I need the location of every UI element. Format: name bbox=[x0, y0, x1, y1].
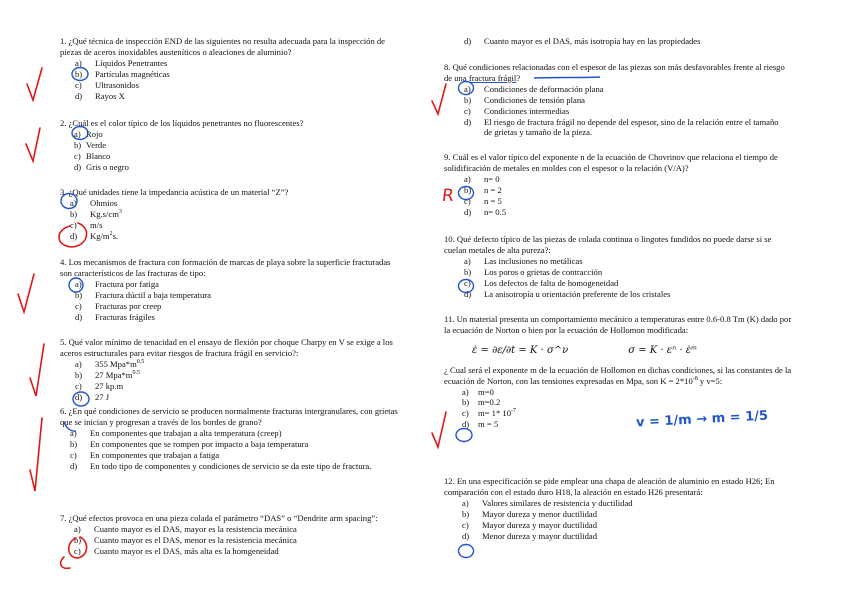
option-b: b) Verde bbox=[74, 139, 107, 150]
question-10 bbox=[444, 234, 794, 299]
option-d: d) En todo tipo de componentes y condiciones de servicio se da este tipo de fractura. bbox=[70, 460, 372, 471]
checkmark-q6 bbox=[30, 418, 42, 491]
option-c: c) En componentes que trabajan a fatiga bbox=[70, 449, 220, 460]
question-stem: 6. ¿En qué condiciones de servicio se producen normalmente fracturas intergranulares, con grietas que se inician y progresan a través de los bordes de grano? bbox=[60, 406, 398, 427]
option-c: c) Mayor dureza y mayor ductilidad bbox=[462, 519, 598, 530]
option-a: a) m=0 bbox=[462, 386, 494, 397]
option-c: c) n = 5 bbox=[464, 195, 502, 206]
option-b: b) Mayor dureza y menor ductilidad bbox=[462, 508, 598, 519]
question-stem: 5. Qué valor mínimo de tenacidad en el ensayo de flexión por choque Charpy en V se exige a los aceros estructurales para evitar riesgos de fractura frágil en servicio?: bbox=[60, 337, 393, 358]
option-a: a) Líquidos Penetrantes bbox=[75, 57, 168, 68]
checkmark-q5 bbox=[30, 344, 44, 396]
question-6 bbox=[60, 406, 400, 471]
option-d: d) Fracturas frágiles bbox=[75, 311, 155, 322]
option-c: c) Blanco bbox=[74, 150, 111, 161]
checkmark-q1 bbox=[27, 68, 42, 100]
option-b: b) $Kg.s/cm^3$ bbox=[70, 208, 122, 219]
norton-equation: ε̇ = ∂ε/∂t = K · σ^ν bbox=[472, 344, 569, 356]
question-stem: 12. En una especificación se pide emplear una chapa de aleación de aluminio en estado H26; En comparación con el estado duro H18, la aleación en estado H26 presentará: bbox=[444, 476, 775, 497]
handwritten-r-mark: R bbox=[440, 186, 456, 206]
option-a: a) Rojo bbox=[74, 128, 103, 139]
option-b: b) Cuanto mayor es el DAS, menor es la resistencia mecánica bbox=[74, 534, 297, 545]
option-b: b) n = 2 bbox=[464, 184, 502, 195]
option-a: a) Condiciones de deformación plana bbox=[464, 83, 604, 94]
question-stem: 9. Cuál es el valor típico del exponente n de la ecuación de Chovrinov que relaciona el tiempo de solidificación de metales en moldes con el espesor o la relación (V/A)? bbox=[444, 152, 778, 173]
option-b: b) 27 $Mpa*m^{0.5}$ bbox=[75, 369, 140, 380]
question-12 bbox=[444, 476, 794, 541]
question-stem: 2. ¿Cuál es el color típico de los líquidos penetrantes no fluorescentes? bbox=[60, 118, 304, 128]
option-a: a) n= 0 bbox=[464, 173, 500, 184]
handwritten-formula-note: v = 1/m → m = 1/5 bbox=[635, 408, 769, 431]
question-7-continued bbox=[444, 36, 794, 47]
option-a: a) Cuanto mayor es el DAS, mayor es la resistencia mecánica bbox=[74, 523, 297, 534]
question-9 bbox=[444, 152, 794, 217]
option-c: c) m/s bbox=[70, 219, 103, 230]
option-a: a) En componentes que trabajan a alta temperatura (creep) bbox=[70, 427, 282, 438]
answer-circle-q12 bbox=[459, 545, 474, 558]
question-3 bbox=[60, 187, 400, 242]
question-5 bbox=[60, 337, 405, 402]
question-1 bbox=[60, 36, 400, 101]
option-c: c) Condiciones intermedias bbox=[464, 105, 570, 116]
option-d: d) Gris o negro bbox=[74, 161, 129, 172]
option-c: c) Ultrasonidos bbox=[75, 79, 139, 90]
option-a: a) Valores similares de resistencia y ductilidad bbox=[462, 497, 633, 508]
option-d: d) n= 0.5 bbox=[464, 206, 507, 217]
option-d: d) Menor dureza y mayor ductilidad bbox=[462, 530, 598, 541]
option-b: b) Los poros o grietas de contracción bbox=[464, 266, 603, 277]
question-stem: 10. Qué defecto típico de las piezas de colada continua o lingotes fundidos no puede darse si se cuelan metales de alta pureza?: bbox=[444, 234, 772, 255]
option-a: a) 355 $Mpa*m^{0.5}$ bbox=[75, 358, 145, 369]
question-stem: 11. Un material presenta un comportamiento mecánico a temperaturas entre 0.6-0.8 Tm (K) dado por la ecuación de Norton o bien por la ecuación de Hollomon modificada: bbox=[444, 314, 792, 335]
option-a: a) Fractura por fatiga bbox=[75, 278, 159, 289]
hollomon-equation: σ = K · εⁿ · ε̇ᵐ bbox=[628, 344, 698, 356]
option-b: b) Partículas magnéticas bbox=[75, 68, 170, 79]
checkmark-q4 bbox=[18, 274, 34, 312]
question-stem: 1. ¿Qué técnica de inspección END de las siguientes no resulta adecuada para la inspección de piezas de aceros inoxidables austeníticos o aleaciones de aluminio? bbox=[60, 36, 385, 57]
option-b: b) Fractura dúctil a baja temperatura bbox=[75, 289, 211, 300]
option-b: b) Condiciones de tensión plana bbox=[464, 94, 585, 105]
option-a: a) Ohmios bbox=[70, 197, 118, 208]
equations bbox=[444, 346, 794, 357]
option-d: d) Cuanto mayor es el DAS, más isotropía hay en las propiedades bbox=[464, 36, 701, 46]
option-c: c) Cuanto mayor es el DAS, más alta es la homgeneidad bbox=[74, 545, 279, 556]
option-b: b) En componentes que se rompen por impacto a baja temperatura bbox=[70, 438, 309, 449]
question-2 bbox=[60, 118, 400, 173]
scribble-q7b bbox=[61, 557, 70, 568]
option-c: c) Fracturas por creep bbox=[75, 300, 162, 311]
question-stem: 4. Los mecanismos de fractura con formación de marcas de playa sobre la superficie fracturadas son característicos de las fracturas de tipo: bbox=[60, 257, 391, 278]
question-4 bbox=[60, 257, 400, 322]
option-d: d) $Kg/m^2s$. bbox=[70, 230, 119, 241]
option-d: d) 27 J bbox=[75, 391, 110, 402]
question-sub: ¿ Cual será el exponente m de la ecuación de Hollomon en dichas condiciones, si las constantes de la ecuación de Norton, con las tensiones expresadas en Mpa, son $K = 2*10^{-8}$ y v=5: bbox=[444, 364, 792, 386]
option-d: d) Rayos X bbox=[75, 90, 125, 101]
option-d: d) La anisotropía u orientación preferente de los cristales bbox=[464, 288, 671, 299]
option-d: d) m = 5 bbox=[462, 419, 499, 430]
option-c: c) 27 kp.m bbox=[75, 380, 124, 391]
question-stem: 3. ¿Qué unidades tiene la impedancia acústica de un material “Z”? bbox=[60, 187, 289, 197]
question-stem: 7. ¿Qué efectos provoca en una pieza colada el parámetro “DAS” o “Dendrite arm spacing”: bbox=[60, 513, 378, 523]
checkmark-q2 bbox=[26, 128, 40, 161]
option-c: c) Los defectos de falta de homogeneidad bbox=[464, 277, 619, 288]
option-a: a) Las inclusiones no metálicas bbox=[464, 255, 583, 266]
question-stem: 8. Qué condiciones relacionadas con el espesor de las piezas son más desfavorables frente al riesgo de una fractura frágil? bbox=[444, 62, 785, 83]
option-c: c) m= 1* $10^{-7}$ bbox=[462, 408, 517, 419]
question-7 bbox=[60, 513, 400, 557]
option-b: b) m=0.2 bbox=[462, 397, 501, 408]
answer-circle-q11 bbox=[456, 429, 472, 442]
option-d: d) El riesgo de fractura frágil no depende del espesor, sino de la relación entre el tamaño de grietas y tamaño de la pieza. bbox=[464, 116, 779, 138]
question-8 bbox=[444, 62, 789, 138]
